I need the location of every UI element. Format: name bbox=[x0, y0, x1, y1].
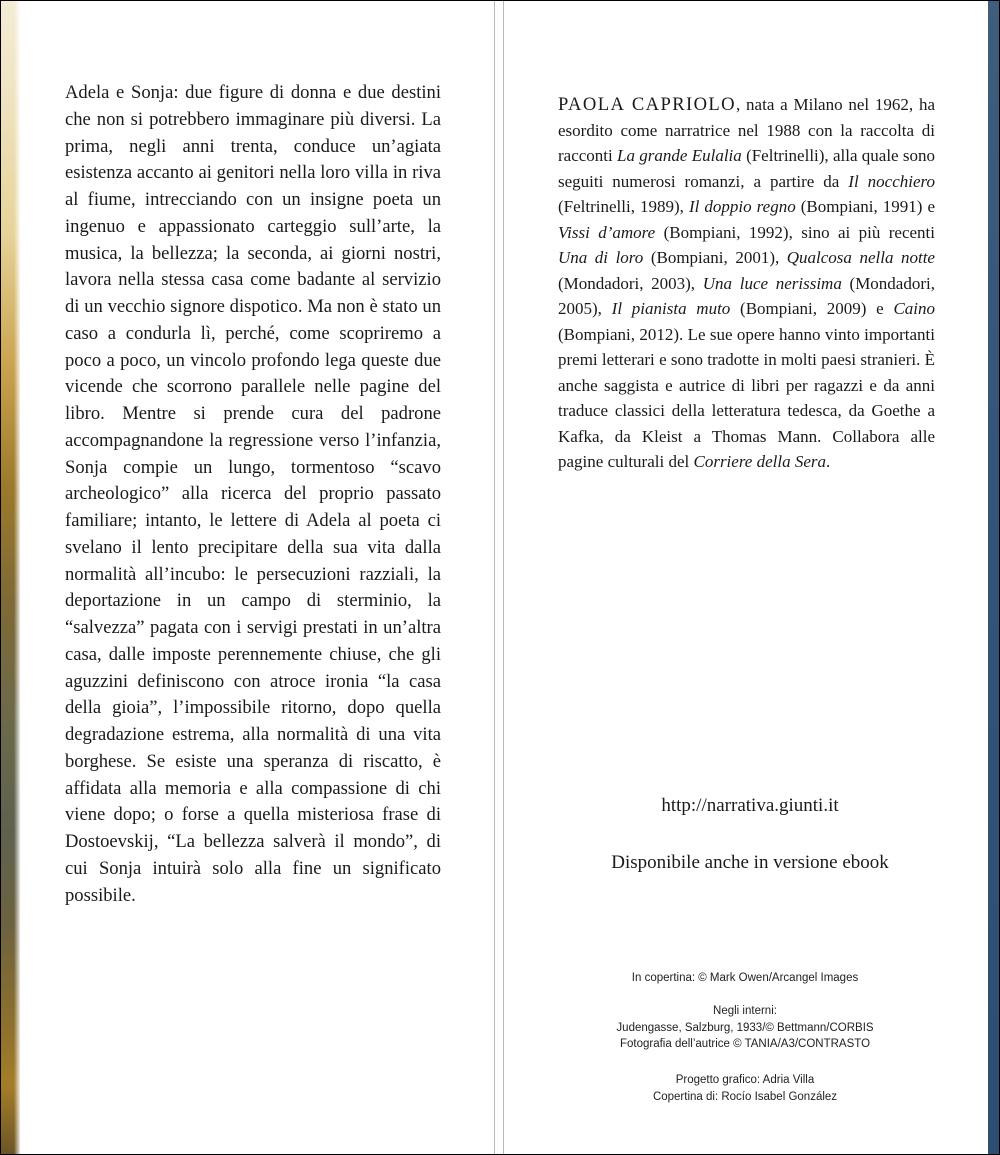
bio-text: (Feltrinelli, 1989), bbox=[558, 197, 689, 216]
bio-text: (Bompiani, 1991) e bbox=[795, 197, 936, 216]
ebook-availability: Disponibile anche in versione ebook bbox=[611, 852, 889, 873]
cover-credit-line: In copertina: © Mark Owen/Arcangel Images bbox=[631, 972, 859, 984]
interior-credits bbox=[545, 1003, 945, 1053]
bio-text: , nata a Milano nel 1962, ha esordito come narratrice nel 1988 con la raccolta di racconti bbox=[558, 95, 935, 165]
book-title: Una di loro bbox=[558, 248, 644, 267]
book-title: Una luce nerissima bbox=[702, 273, 842, 293]
book-title: Caino bbox=[893, 299, 936, 318]
interior-credits-label: Negli interni: bbox=[713, 1005, 777, 1017]
book-title: Il pianista muto bbox=[611, 299, 731, 318]
cover-design-credit: Copertina di: Rocío Isabel González bbox=[652, 1090, 838, 1103]
publisher-url[interactable]: http://narrativa.giunti.it bbox=[661, 795, 839, 816]
newspaper-title: Corriere della Sera bbox=[693, 452, 827, 471]
book-title: La grande Eulalia bbox=[617, 146, 742, 165]
bio-text: (Feltrinelli), alla quale sono seguiti numerosi romanzi, a partire da bbox=[558, 146, 935, 191]
synopsis-paragraph: Adela e Sonja: due figure di donna e due destini che non si potrebbero immaginare più diversi. La prima, negli anni trenta, conduce un’agiata esistenza accanto ai genitori nella loro villa in riva al fiume, intrecciando con un insigne poeta un ingenuo e appassionato carteggio sull’arte, la musica, la bellezza; la seconda, ai giorni nostri, lavora nella stessa casa come badante al servizio di un vecchio signore dispotico. Ma non è stato un caso a condurla lì, perché, come scopriremo a poco a poco, un vincolo profondo lega queste due vicende che scorrono parallele nelle pagine del libro. Mentre si prende cura del padrone accompagnandone la regressione verso l’infanzia, Sonja compie un lungo, tormentoso “scavo archeologico” alla ricerca del proprio passato familiare; intanto, le lettere di Adela al poeta ci svelano il lento precipitare della sua vita dalla normalità all’incubo: le persecuzioni razziali, la deportazione in un campo di sterminio, la “salvezza” pagata con i servigi prestati in un’altra casa, dalle imposte perennemente chiuse, che gli aguzzini definiscono con atroce ironia “la casa della gioia”, l’impossibile ritorno, dopo quella degradazione estrema, alla normalità di una vita borghese. Se esiste una speranza di riscatto, è affidata alla memoria e alla compassione di chi viene dopo; o forse a quella misteriosa frase di Dostoevskij, “La bellezza salverà il mondo”, di cui Sonja intuirà solo alla fine un significato possibile. bbox=[65, 82, 441, 906]
bio-text: . bbox=[826, 452, 831, 471]
interior-photo-credit: Judengasse, Salzburg, 1933/© Bettmann/CORBIS bbox=[616, 1021, 874, 1034]
author-bio bbox=[558, 92, 935, 475]
bio-text: (Mondadori, 2005), bbox=[558, 273, 935, 318]
graphic-design-credit: Progetto grafico: Adria Villa bbox=[675, 1074, 815, 1086]
book-title: Il nocchiero bbox=[848, 171, 935, 191]
bio-text: (Bompiani, 1992), sino ai più recenti bbox=[655, 222, 935, 242]
bio-text: (Mondadori, 2003), bbox=[558, 273, 703, 293]
book-title: Qualcosa nella notte bbox=[786, 248, 935, 267]
bio-text: (Bompiani, 2012). Le sue opere hanno vinto importanti premi letterari e sono tradotte in molti paesi stranieri. È anche saggista e autrice di libri per ragazzi e da anni traduce classici della letteratura tedesca, da Goethe a Kafka, da Kleist a Thomas Mann. Collabora alle pagine culturali del bbox=[558, 324, 935, 471]
bio-text: (Bompiani, 2001), bbox=[643, 248, 787, 267]
author-photo-credit: Fotografia dell’autrice © TANIA/A3/CONTRASTO bbox=[619, 1038, 871, 1050]
bio-text: (Bompiani, 2009) e bbox=[730, 299, 894, 318]
book-title: Il doppio regno bbox=[688, 197, 796, 216]
book-title: Vissi d’amore bbox=[558, 222, 656, 242]
author-name: PAOLA CAPRIOLO bbox=[558, 94, 737, 115]
design-credits bbox=[545, 1072, 945, 1105]
cover-credit bbox=[545, 970, 945, 987]
